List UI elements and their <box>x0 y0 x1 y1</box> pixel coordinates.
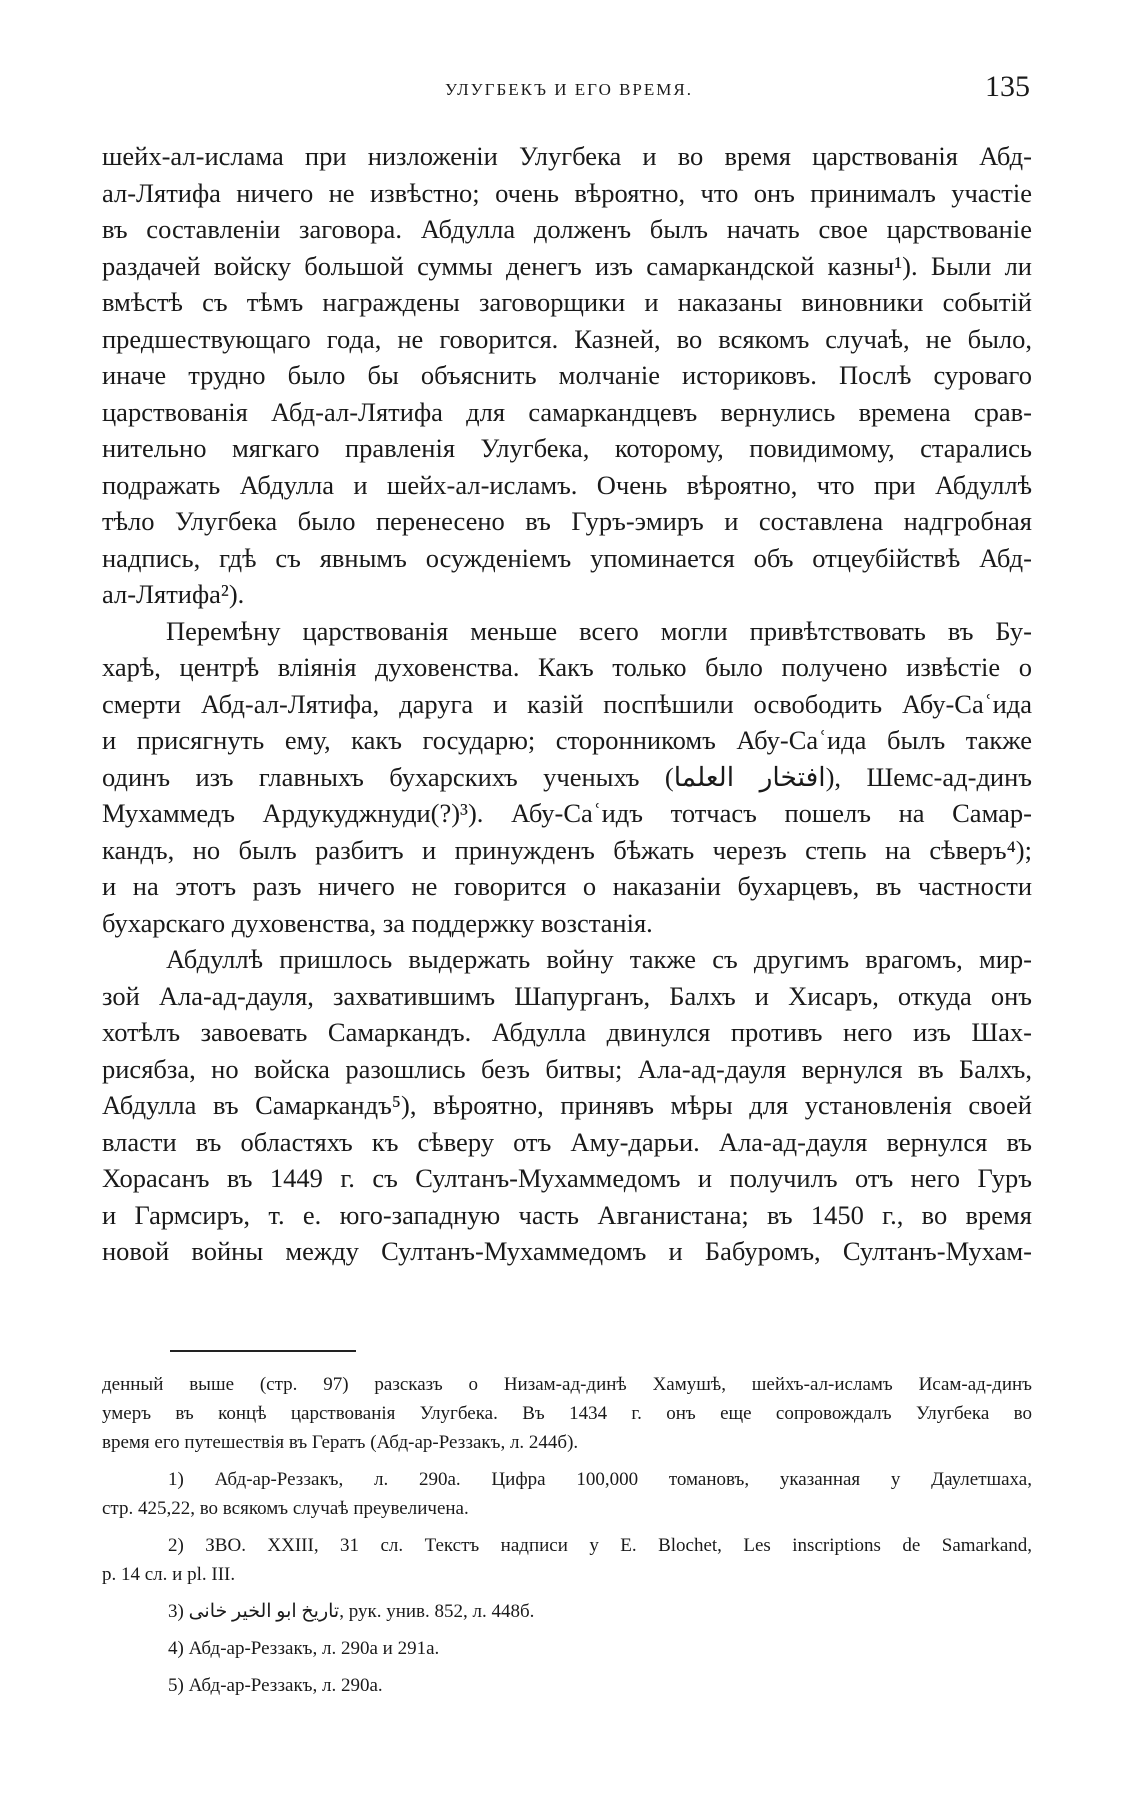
text-line: Абдуллѣ пришлось выдержать войну также съ другимъ врагомъ, мир- <box>166 944 1032 974</box>
text-line: и присягнуть ему, какъ государю; сторонникомъ Абу-Саʿида былъ также <box>102 725 1032 755</box>
paragraph-1 <box>102 138 1032 613</box>
footnote-3: 3) تاريخ ابو الخير خانى, рук. унив. 852, л. 448б. <box>168 1601 535 1622</box>
text-line: новой войны между Султанъ-Мухаммедомъ и Бабуромъ, Султанъ-Мухам- <box>102 1236 1032 1266</box>
footnote-4: 4) Абд-ар-Реззакъ, л. 290а и 291а. <box>168 1638 440 1659</box>
text-line: хотѣлъ завоевать Самаркандъ. Абдулла двинулся противъ него изъ Шах- <box>102 1017 1032 1047</box>
text-line: Мухаммедъ Ардукуджнуди(?)³). Абу-Саʿидъ тотчасъ пошелъ на Самар- <box>102 798 1032 828</box>
text-line: Абдулла въ Самаркандъ⁵), вѣроятно, принявъ мѣры для установленiя своей <box>102 1090 1032 1120</box>
footnote-line: умеръ въ концѣ царствованiя Улугбека. Въ 1434 г. онъ еще сопровождалъ Улугбека во <box>102 1403 1032 1424</box>
text-line: вмѣстѣ съ тѣмъ награждены заговорщики и наказаны виновники событiй <box>102 287 1032 317</box>
footnote-line: стр. 425,22, во всякомъ случаѣ преувеличена. <box>102 1498 469 1519</box>
text-line: царствованiя Абд-ал-Лятифа для самаркандцевъ вернулись времена срав- <box>102 396 1032 427</box>
footnote-line: 2) ЗВО. XXIII, 31 сл. Текстъ надписи у E. Blochet, Les inscriptions de Samarkand, <box>168 1535 1032 1556</box>
running-title: УЛУГБЕКЪ И ЕГО ВРЕМЯ. <box>445 80 693 99</box>
text-line: смерти Абд-ал-Лятифа, даруга и казiй поспѣшили освободить Абу-Саʿида <box>102 688 1032 719</box>
text-line: шейх-ал-ислама при низложенiи Улугбека и во время царствованiя Абд- <box>102 141 1032 171</box>
footnote-5: 5) Абд-ар-Реззакъ, л. 290а. <box>168 1675 383 1696</box>
text-line: раздачей войску большой суммы денегъ изъ самаркандской казны¹). Были ли <box>102 250 1032 281</box>
text-line: нительно мягкаго правленiя Улугбека, которому, повидимому, старались <box>102 433 1032 463</box>
running-header <box>108 70 1030 110</box>
footnote-2 <box>102 1531 1032 1589</box>
text-line: надпись, гдѣ съ явнымъ осужденiемъ упоминается объ отцеубiйствѣ Абд- <box>102 542 1032 573</box>
text-line: въ составленiи заговора. Абдулла долженъ былъ начать свое царствованiе <box>102 214 1032 244</box>
text-line: власти въ областяхъ къ сѣверу отъ Аму-дарьи. Ала-ад-дауля вернулся въ <box>102 1126 1032 1157</box>
page-number: 135 <box>985 70 1030 103</box>
text-line: бухарскаго духовенства, за поддержку возстанiя. <box>102 907 653 938</box>
footnote-line: денный выше (стр. 97) разсказъ о Низам-ад-динѣ Хамушѣ, шейхъ-ал-исламъ Исам-ад-динъ <box>102 1374 1032 1395</box>
text-line: и на этотъ разъ ничего не говорится о наказанiи бухарцевъ, въ частности <box>102 871 1032 901</box>
footnote-divider <box>170 1350 356 1352</box>
footnote-continuation <box>102 1370 1032 1457</box>
footnote-line: p. 14 сл. и pl. III. <box>102 1564 236 1585</box>
text-line: предшествующаго года, не говорится. Казней, во всякомъ случаѣ, не было, <box>102 323 1032 354</box>
text-line: Хорасанъ въ 1449 г. съ Султанъ-Мухаммедомъ и получилъ отъ него Гуръ <box>102 1163 1032 1193</box>
text-line: иначе трудно было бы объяснить молчанiе историковъ. Послѣ суроваго <box>102 360 1032 390</box>
text-line: подражать Абдулла и шейх-ал-исламъ. Очень вѣроятно, что при Абдуллѣ <box>102 469 1032 500</box>
footnote-line: 1) Абд-ар-Реззакъ, л. 290а. Цифра 100,000 томановъ, указанная у Даулетшаха, <box>168 1469 1032 1490</box>
text-line: кандъ, но былъ разбитъ и принужденъ бѣжать черезъ степь на сѣверъ⁴); <box>102 834 1032 865</box>
text-line: зой Ала-ад-дауля, захватившимъ Шапурганъ, Балхъ и Хисаръ, откуда онъ <box>102 980 1032 1011</box>
footnote-1 <box>102 1465 1032 1523</box>
footnote-line: время его путешествiя въ Гератъ (Абд-ар-Реззакъ, л. 244б). <box>102 1432 579 1453</box>
footnotes <box>102 1370 1032 1708</box>
text-line: ал-Лятифа²). <box>102 579 245 609</box>
text-line: рисябза, но войска разошлись безъ битвы; Ала-ад-дауля вернулся въ Балхъ, <box>102 1053 1032 1084</box>
paragraph-2 <box>102 613 1032 942</box>
body-text <box>102 138 1032 1270</box>
text-line: одинъ изъ главныхъ бухарскихъ ученыхъ (افتخار العلما), Шемс-ад-динъ <box>102 761 1032 792</box>
paragraph-3 <box>102 941 1032 1270</box>
text-line: Перемѣну царствованiя меньше всего могли привѣтствовать въ Бу- <box>166 615 1032 646</box>
text-line: ал-Лятифа ничего не извѣстно; очень вѣроятно, что онъ принималъ участiе <box>102 177 1032 208</box>
text-line: и Гармсиръ, т. е. юго-западную часть Авганистана; въ 1450 г., во время <box>102 1199 1032 1230</box>
text-line: тѣло Улугбека было перенесено въ Гуръ-эмиръ и составлена надгробная <box>102 506 1032 536</box>
text-line: харѣ, центрѣ влiянiя духовенства. Какъ только было получено извѣстiе о <box>102 652 1032 682</box>
